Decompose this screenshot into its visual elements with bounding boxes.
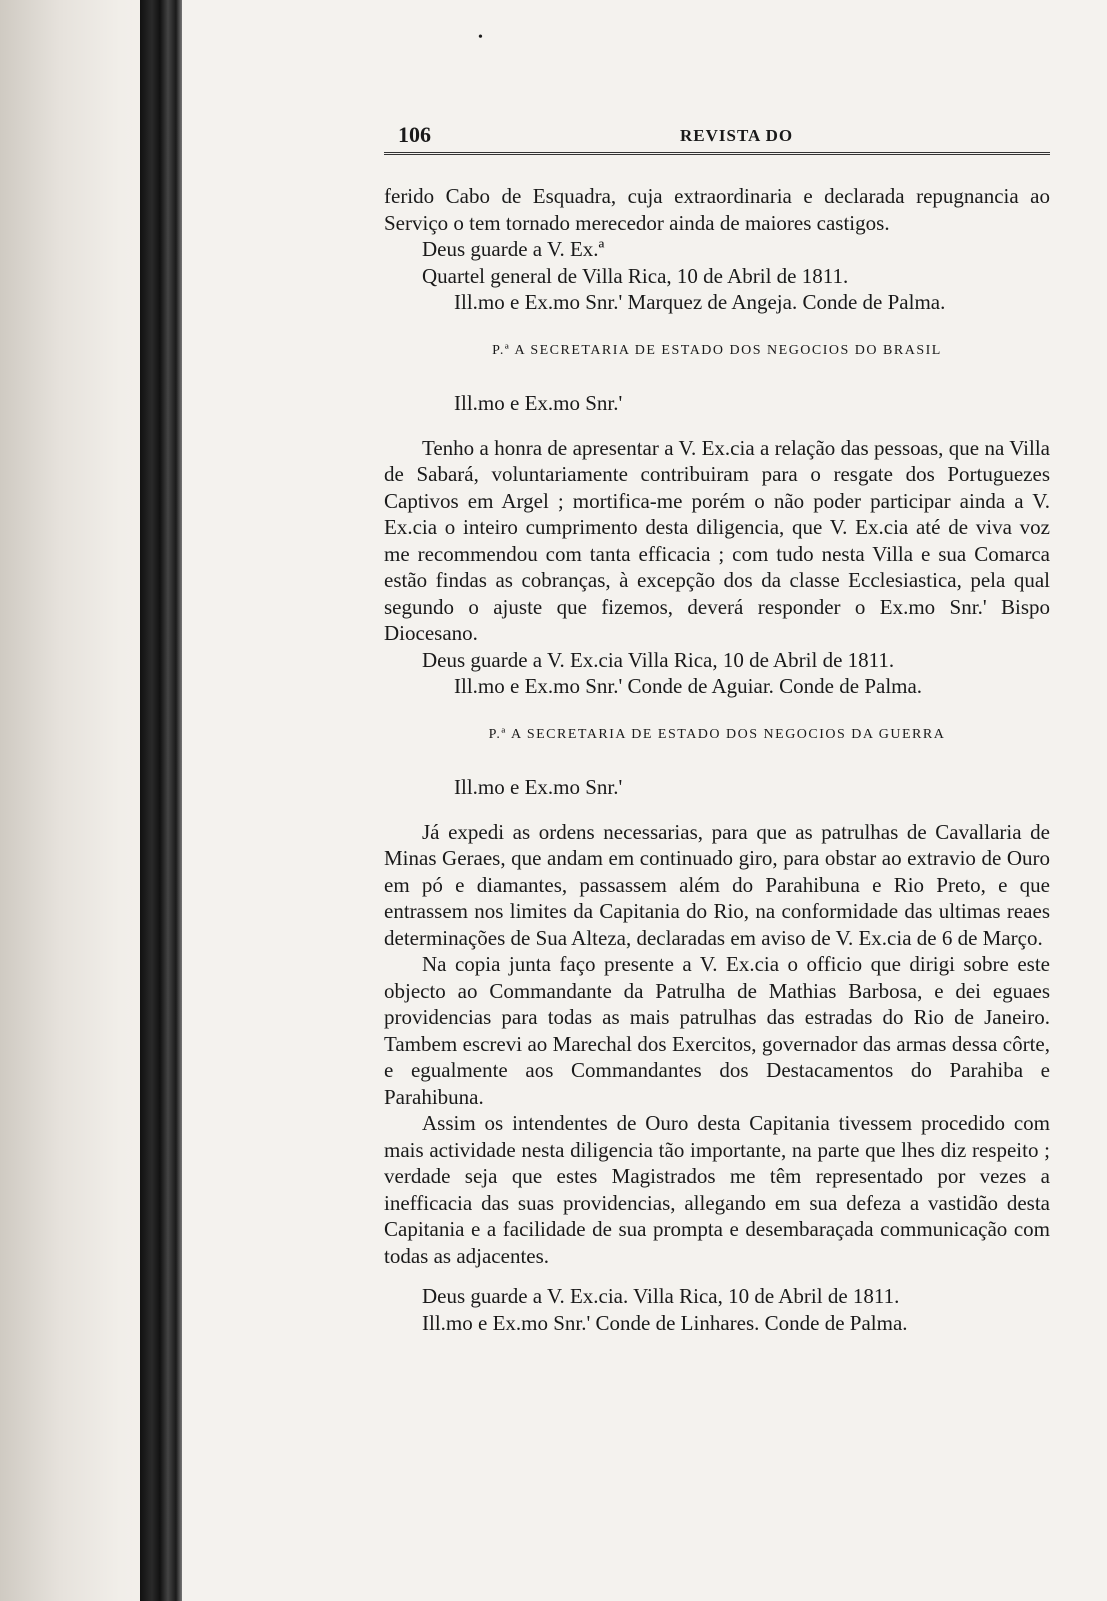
letter2-paragraph-1: Já expedi as ordens necessarias, para que as patrulhas de Cavallaria de Minas Geraes, que andam em continuado giro, para obstar ao extravio de Ouro em pó e diamantes, passassem além do Parahibuna e Rio Preto, e que entrassem nos limites da Capitania do Rio, na conformidade das ultimas reaes determinações de Sua Alteza, declaradas em aviso de V. Ex.cia de 6 de Março. [384,819,1050,950]
continuation-closing: Deus guarde a V. Ex.ª [422,237,605,261]
letter2-salutation: Ill.mo e Ex.mo Snr.' [454,775,623,799]
continuation-signature: Ill.mo e Ex.mo Snr.' Marquez de Angeja. Conde de Palma. [454,290,946,314]
continuation-dateline: Quartel general de Villa Rica, 10 de Abril de 1811. [422,263,849,288]
letter1-heading: P.ª A SECRETARIA DE ESTADO DOS NEGOCIOS DO BRASIL [492,342,942,358]
letter1-closing: Deus guarde a V. Ex.cia Villa Rica, 10 de Abril de 1811. [422,647,895,672]
page [384,112,1050,1336]
continuation-paragraph: ferido Cabo de Esquadra, cuja extraordinaria e declarada repugnancia ao Serviço o tem tornado merecedor ainda de maiores castigos. [384,184,1050,235]
page-number: 106 [398,122,431,147]
book-spine [140,0,182,1601]
running-head: REVISTA DO [680,126,794,145]
letter2-paragraph-2: Na copia junta faço presente a V. Ex.cia o officio que dirigi sobre este objecto ao Commandante da Patrulha de Mathias Barbosa, e dei eguaes providencias para todas as mais patrulhas das estradas do Rio de Janeiro. Tambem escrevi ao Marechal dos Exercitos, governador das armas dessa côrte, e egualmente aos Commandantes dos Destacamentos do Parahiba e Parahibuna. [384,952,1050,1109]
letter2-paragraph-3: Assim os intendentes de Ouro desta Capitania tivessem procedido com mais actividade nesta diligencia tão importante, na parte que lhes diz respeito ; verdade seja que estes Magistrados me têm representado por vezes a inefficacia das suas providencias, allegando em sua defeza a vastidão desta Capitania e a facilidade de sua prompta e desembaraçada communicação com todas as adjacentes. [384,1111,1050,1268]
letter2-closing: Deus guarde a V. Ex.cia. Villa Rica, 10 de Abril de 1811. [422,1284,900,1308]
page-header [384,112,1050,155]
spacer [384,1269,1050,1283]
letter1-signature: Ill.mo e Ex.mo Snr.' Conde de Aguiar. Conde de Palma. [454,674,923,698]
page-body [384,183,1050,1336]
letter2-heading: P.ª A SECRETARIA DE ESTADO DOS NEGOCIOS DA GUERRA [488,726,946,742]
letter1-paragraph: Tenho a honra de apresentar a V. Ex.cia a relação das pessoas, que na Villa de Sabará, voluntariamente contribuiram para o resgate dos Portuguezes Captivos em Argel ; mortifica-me porém o não poder participar ainda a V. Ex.cia o inteiro cumprimento desta diligencia, que V. Ex.cia até de viva voz me recommendou com tanta efficacia ; com tudo nesta Villa e sua Comarca estão findas as cobranças, à excepção dos da classe Ecclesiastica, pela qual segundo o ajuste que fizemos, deverá responder o Ex.mo Snr.' Bispo Diocesano. [384,435,1050,645]
top-mark: • [478,30,483,45]
letter2-signature: Ill.mo e Ex.mo Snr.' Conde de Linhares. Conde de Palma. [422,1310,908,1335]
letter1-salutation: Ill.mo e Ex.mo Snr.' [454,391,623,415]
